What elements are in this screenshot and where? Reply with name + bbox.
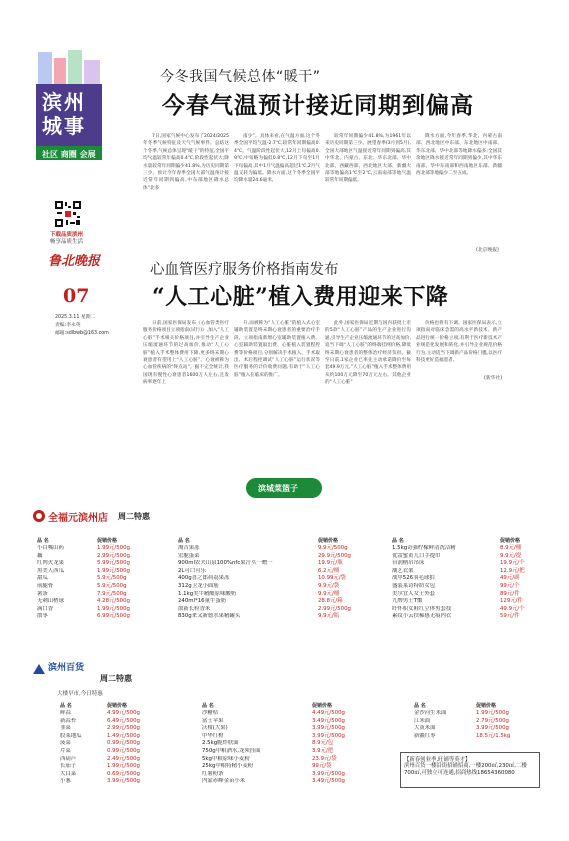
qr-code [54,200,82,228]
item-price: 99元/袋 [312,763,332,770]
item-name: 中华红橙 [202,732,224,739]
item-name: 战甲526羽毛球拍 [392,575,435,582]
article1-column-3: 较常年同期偏少41.8%,为1961年以来历史同期第三少。展望春季(3月到5月),全国大部地区气温接近常年同期到偏高,其中华北、内蒙古、东北、华东北部、华中北部、西藏西部、西北地区大部、新疆大部等地偏高1℃至2℃,云南南部等地气温较常年同期偏低。 [325,134,411,184]
item-price: 89元/件 [500,590,520,597]
price-row [178,583,368,591]
item-name: 甜瓜 [37,575,48,582]
item-price: 1.99元/500g [97,605,130,612]
item-price: 0.99元/500g [107,747,140,754]
item-name: 240ml*16量牛蛋奶 [178,598,227,605]
store1-col2-header-name: 品 名 [178,538,190,544]
price-row [60,710,190,718]
item-name: 黑美人西瓜 [37,567,64,574]
ad-banner-label: 滨城菜篮子 [258,484,298,493]
article1-kicker: 今冬我国气候总体“暖干” [160,69,321,85]
item-price: 9.9元/500g [318,545,348,551]
item-price: 19.9元/瓶 [318,560,343,567]
price-row [178,598,368,606]
item-price: 29.9元/500g [318,552,351,559]
item-price: 0.99元/500g [107,740,140,747]
store2-logo-icon [32,660,46,672]
item-price: 49.9元/个 [500,605,525,612]
item-name: 新疆红枣 [414,732,436,739]
price-row [178,560,368,568]
price-row [414,725,544,733]
article1-source: (北京晚报) [476,248,499,253]
item-price: 2.49元/500g [107,755,140,762]
item-price: 8.9元/桶 [500,545,522,551]
price-row [202,778,387,786]
item-name: 2L可口可乐 [178,567,206,574]
item-name: 富士苹果 [202,717,224,724]
price-row [37,613,167,621]
item-price: 3.49元/500g [312,717,345,724]
item-price: 99元/个 [500,582,520,589]
article2-column-2: 升,而被称为“人工心脏”的植入式心室辅助装置是终末期心衰患者的重要治疗手段。立项指南新增心室辅助装置植入费、心室辅助装置取出费、心脏植入装置程控费等价格项目,分别解决手术植入、手术取出、术后程控调试“人工心脏”运行状况等医疗服务的计价收费问题,有助于“人工心脏”植入在临床的推广。 [234,321,320,378]
item-price: 19.9元/个 [500,560,525,567]
item-name: 九牌男士T恤 [392,598,423,605]
item-price: 2.79元/500g [476,717,509,724]
masthead-title-line1: 滨州 [42,90,86,114]
item-price: 18.5元/1.5kg [476,732,511,739]
item-price: 7.9元/500g [97,590,127,597]
store1-col2-header-price: 促销价格 [318,538,339,544]
item-name: 无刺山楂球 [37,598,64,605]
store1-logo-icon [32,508,46,522]
item-name: 芹菜 [60,747,71,754]
store2-col1-header-price: 促销价格 [107,703,128,709]
store2-col3-header-price: 促销价格 [476,703,497,709]
item-name: 900ml农夫山泉100%nfc果汁买一赠一 [178,560,273,567]
item-price: 5.9元/500g [97,575,127,582]
item-name: 金沙河生米面 [414,710,447,716]
email: 邮箱:sdlbwb@163.com [55,331,109,336]
item-name: 藕 [37,552,43,559]
item-name: 小葱 [60,778,71,785]
item-price: 3.99元/500g [312,770,345,777]
masthead-title-line2: 城事 [42,114,86,138]
item-name: 优雷蜜黄儿口手提巾 [392,552,441,559]
item-price: 6.2元/桶 [318,567,340,574]
item-price: 1.99元/500g [97,567,130,574]
item-price: 9.9元/袋 [318,582,340,589]
price-row [392,575,537,583]
price-row [178,606,368,614]
item-name: 满口香 [37,605,54,612]
price-row [60,778,190,786]
store1-name: 全福元滨州店 [48,513,108,524]
item-price: 0.69元/500g [107,770,140,777]
item-price: 1.99元/500g [107,763,140,770]
item-price: 1.99元/500g [476,710,509,716]
item-name: 西葫芦 [60,755,77,762]
item-price: 12.9元/把 [500,567,525,574]
item-name: 5kg中粮原味小麦粉 [202,755,250,762]
price-row [178,545,368,553]
price-row [392,598,537,606]
price-row [178,575,368,583]
item-name: 宏脆蛋菜 [178,552,200,559]
article2-column-4: 价格也将有下调。国家医保局表示,立项指南对临床急需的高水平新技术、新产品进行统一价格立项,有利于医疗新技术产业规范化发展和转化,并引导企业规范价格行为,主动适当下调新产品价格门槛,以医疗科技更好造福患者。 [416,321,502,364]
item-name: 红肉火龙果 [37,560,64,567]
price-row [60,748,190,756]
store2-subtitle: 大楼早市,今日特惠 [57,691,103,697]
item-price: 8.9元/包 [312,740,334,747]
price-row [37,575,167,583]
item-price: 2.99元/500g [97,552,130,559]
item-name: 长茄子 [60,763,77,770]
price-row [202,763,387,771]
item-name: 25kg中粮特精小麦粉 [202,763,254,770]
page-number: 07 [63,285,90,307]
price-row [202,748,387,756]
item-name: 400g喜之郎荷荔果冻 [178,575,230,582]
store1-col3 [392,545,537,621]
item-price: 23.9元/袋 [312,755,337,762]
item-name: 大黄米面 [414,725,436,732]
store1-col3-header-price: 促销价格 [500,538,521,544]
item-price: 4.28元/500g [97,598,130,605]
price-row [202,733,387,741]
editor: 责编:李永英 [55,323,81,328]
price-row [202,771,387,779]
item-name: 312g卫龙小面筋 [178,582,219,589]
item-price: 2.99元/500g [107,725,140,732]
item-name: 淘吉果冻 [178,545,200,551]
price-row [37,560,167,568]
masthead-tagline: 社区 商圈 会展 [42,150,96,159]
article2-kicker: 心血管医疗服务价格指南发布 [150,262,339,278]
item-price: 6.99元/500g [97,613,130,620]
store2-col1 [60,710,190,786]
store1-col1-header-name: 品 名 [37,538,49,544]
article2-source: (新华社) [484,376,503,381]
price-row [202,756,387,764]
store2-notice-box [400,752,540,788]
price-row [37,583,167,591]
item-price: 3.99元/500g [312,725,345,732]
item-name: 菠菜 [60,740,71,747]
item-price: 129元/件 [500,598,523,605]
price-row [37,598,167,606]
store2-col2 [202,710,387,786]
item-price: 49元/副 [500,575,520,582]
item-name: 散新长粒香米 [178,605,211,612]
price-row [202,725,387,733]
item-price: 9.9元/瓶 [318,613,340,620]
store1-col3-header-name: 品 名 [392,538,404,544]
item-name: 小白嘴山药 [37,545,64,551]
store1-col2 [178,545,368,621]
price-row [392,613,537,621]
item-price: 28.8元/箱 [318,598,343,605]
item-name: 1.1kg美牛精酿原味酸奶 [178,590,237,597]
store1-col1-header-price: 促销价格 [97,538,118,544]
price-row [202,740,387,748]
article2-column-3: 此外,国家医保局近期与国内获批上市的5款“人工心脏”产品的生产企业进行沟通,引导生产企业压缩流通环节的过高加价,追当下调“人工心脏”的终端挂网价格,降低终末期心衰患者的整体治疗经济负担。截至日前,1家企业已率先主动承诺降价至每套49.9万元,“人工心脏”植入手术整体费用从约100万元降至70万元左右。其他企业的“人工心脏” [325,321,411,386]
store1-promo: 周二特惠 [118,512,150,521]
article2-headline: “人工心脏”植入费用迎来下降 [152,284,449,310]
qr-caption-1: 下载品质滨州 [50,232,84,238]
item-name: 1.5kg奇强柠檬鲜清洗洁精 [392,545,456,551]
item-name: 韭菜 [60,725,71,732]
item-price: 3.99元/500g [476,725,509,732]
item-name: 薯条 [37,590,48,597]
item-price: 4.49元/500g [312,710,345,716]
item-name: 前腿骨 [37,582,54,589]
price-row [414,733,544,741]
article1-headline: 今春气温预计接近同期到偏高 [162,92,474,119]
price-row [60,740,190,748]
item-price: 10.99元/袋 [318,575,347,582]
item-price: 9.9元/提 [500,552,522,559]
store2-col2-header-price: 促销价格 [312,703,333,709]
store2-name: 滨州百货 [48,663,85,673]
item-price: 6.49元/500g [107,717,140,724]
article1-column-4: 降水方面,今年春季,华北、内蒙古南部、西北地区中东部、东北地区中南部、华东北部、华中北部等地降水偏多;全国其余地区降水接近常年同期到偏少,其中华东南部、华中东南部和西南地区东部、新疆西北部等地偏少二至五成。 [416,134,502,177]
price-row [414,710,544,718]
item-name: 胶莱地瓜 [60,732,82,739]
item-name: 盛装莱诗特纺女包 [392,582,436,589]
item-price: 5.9元/500g [97,582,127,589]
store2-notice-title: 【新春创业季,旺铺等英才】 [404,757,471,763]
store2-col3 [414,710,544,740]
paper-name: 鲁北晚报 [48,254,101,269]
item-name: 红薯粉条 [202,770,224,777]
item-name: 潮艺衣架 [392,567,414,574]
item-price: 3.49元/500g [312,778,345,785]
item-name: 沃柑(大果) [202,725,228,732]
item-name: 750g中粮酒水,龙须挂面 [202,747,261,754]
item-name: 内蒙赤峰金苗小米 [202,778,246,785]
issue-date: 2025.3.11 星期二 [55,315,96,320]
item-price: 3.99元/500g [107,778,140,785]
price-row [178,613,368,621]
item-name: 新蒜苔 [60,717,77,724]
item-name: 沙糖桔 [202,710,219,716]
item-name: 美尔宜人女士外套 [392,590,436,597]
item-price: 3.9元/把 [312,747,334,754]
price-row [202,718,387,726]
item-price: 1.49元/500g [107,732,140,739]
price-row [60,763,190,771]
item-name: 素纹小云扶稀感无痕内衣 [392,613,452,620]
item-price: 1.99元/500g [97,545,130,551]
article1-column-2: 南少”。具体来看,在气温方面,这个冬季全国平均气温-2.7℃,较常年同期偏高0.4℃。气温阶段性起伏大,12月上旬偏高0.9℃,中旬略为偏低0.8℃,12月下旬至1月下旬偏高,其中1月气温偏高超过1℃,2月气温又转为偏低。降水方面,这个冬季全国平均降水量24.6毫米, [234,134,320,184]
store2-col1-header-name: 品 名 [60,703,72,709]
store2-promo: 周二特惠 [100,674,132,683]
item-price: 59元/件 [500,613,520,620]
item-name: 台润柄吊吊床 [392,560,425,567]
item-name: 大白菜 [60,770,77,777]
price-row [60,725,190,733]
item-price: 3.99元/500g [312,732,345,739]
store2-col3-header-name: 品 名 [414,703,426,709]
item-price: 5.99元/500g [97,560,130,567]
price-row [392,545,537,553]
price-row [202,710,387,718]
price-row [37,545,167,553]
item-price: 9.9元/桶 [318,590,340,597]
item-name: 散枣 [37,613,48,620]
qr-caption-2: 畅享品质生活 [50,239,84,245]
article1-column-1: 7日,国家气候中心发布了2024/2025年冬季气候特征及天气气候事件。总结这个冬季,气候总体呈现“暖干”的特征,全国平均气温较常年偏高0.4℃,阶段性起伏大;降水量较常年同期偏少41.8%,为历史同期第三少。预计今年春季全国大部气温预计接近常年同期到偏高,中东部地区降水总体“北多 [143,134,229,191]
price-row [392,560,537,568]
article2-column-1: 日前,国家医保局发布《心血管类医疗服务价格项目立项指南(试行)》,加入“人工心脏”手术相关价格项目,并引导生产企业压缩流通环节的过高加价,推动“人工心脏”植入手术整体费用下降,更多终末期心衰患者有望用上“人工心脏”。心衰被称为心血管疾病的“终点站”。据不完全统计,我国现有慢性心衰患者1600万人左右,且发病率逐年上 [143,321,229,386]
item-name: 江米面 [414,717,431,724]
item-name: 鲜蒜 [60,710,71,716]
store1-col1 [37,545,167,621]
item-name: 830g来又新德水果精罐头 [178,613,241,620]
store2-notice-body: 滨州百货一楼沿街招铺招商,一楼200㎡,230㎡,二楼700㎡,可独立可连通,招商热线18654360080 [404,763,527,777]
store2-col2-header-name: 品 名 [202,703,214,709]
item-name: 2.5kg脆炸肤面 [202,740,239,747]
price-row [392,583,537,591]
item-price: 4.99元/500g [107,710,140,716]
item-name: 纤怀积女鞋红立体男套技 [392,605,452,612]
item-price: 2.99元/500g [318,605,351,612]
